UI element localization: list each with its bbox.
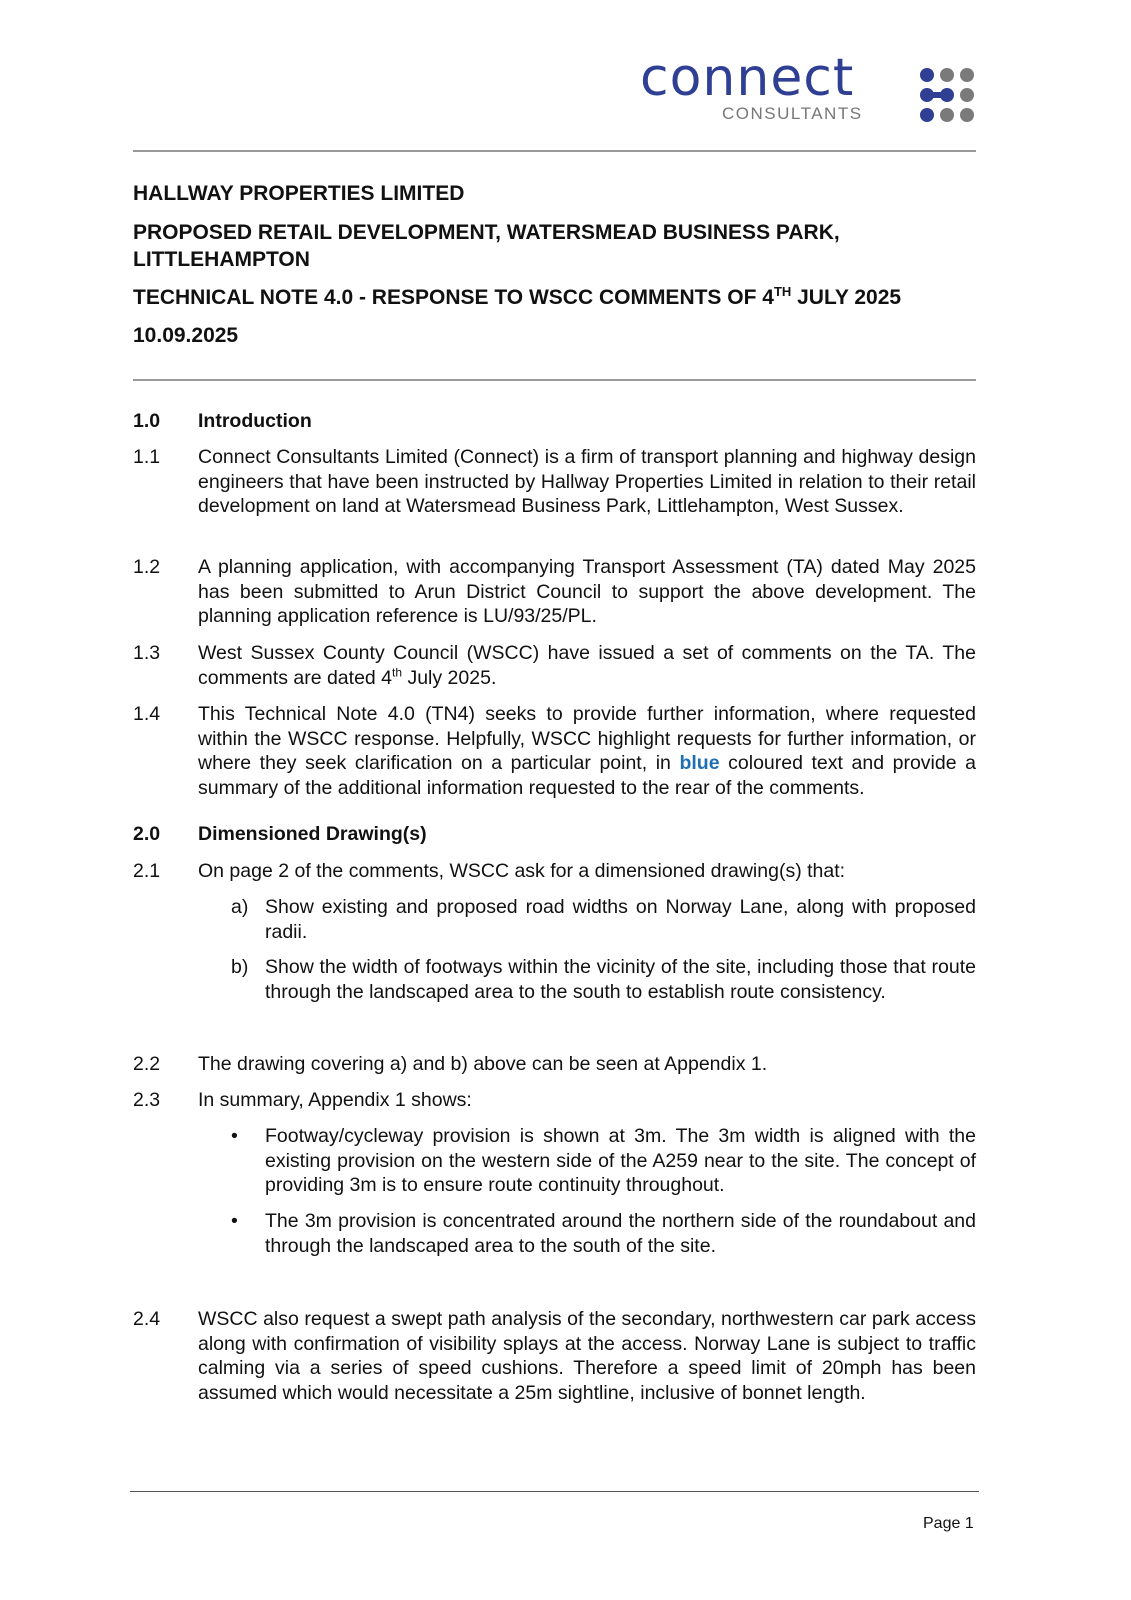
logo-subtitle: CONSULTANTS bbox=[722, 104, 863, 123]
paragraph-2-2: 2.2 The drawing covering a) and b) above can be seen at Appendix 1. bbox=[133, 1053, 768, 1075]
connect-consultants-logo bbox=[640, 48, 980, 130]
client-name: HALLWAY PROPERTIES LIMITED bbox=[133, 182, 465, 205]
list-item-a: a) Show existing and proposed road widths on Norway Lane, along with proposed radii. bbox=[231, 896, 976, 943]
paragraph-2-1: 2.1 On page 2 of the comments, WSCC ask for a dimensioned drawing(s) that: bbox=[133, 860, 846, 882]
bullet-item: • Footway/cycleway provision is shown at 3m. The 3m width is aligned with the existing provision on the western side of the A259 near to the site. The concept of providing 3m is to ensure route continuity throughout. bbox=[231, 1125, 976, 1196]
divider bbox=[133, 379, 976, 381]
logo-wordmark: connect bbox=[640, 48, 855, 108]
list-item-b: b) Show the width of footways within the vicinity of the site, including those that route through the landscaped area to the south to establish route consistency. bbox=[231, 956, 976, 1003]
logo-dots-icon bbox=[920, 68, 980, 128]
divider bbox=[133, 150, 976, 152]
note-title: TECHNICAL NOTE 4.0 - RESPONSE TO WSCC COMMENTS OF 4TH JULY 2025 bbox=[133, 284, 902, 309]
paragraph-1-1: 1.1 Connect Consultants Limited (Connect) is a firm of transport planning and highway design engineers that have been instructed by Hallway Properties Limited in relation to their retail development on land at Watersmead Business Park, Littlehampton, West Sussex. bbox=[133, 446, 976, 517]
paragraph-1-3: 1.3 West Sussex County Council (WSCC) have issued a set of comments on the TA. The comments are dated 4th July 2025. bbox=[133, 642, 976, 689]
paragraph-1-4: 1.4 This Technical Note 4.0 (TN4) seeks to provide further information, where requested within the WSCC response. Helpfully, WSCC highlight requests for further information, or where they seek clarification on a particular point, in blue coloured text and provide a summary of the additional information requested to the rear of the comments. bbox=[133, 703, 976, 799]
footer-divider bbox=[130, 1491, 979, 1492]
page-number: Page 1 bbox=[923, 1515, 974, 1532]
section-heading-2: 2.0 Dimensioned Drawing(s) bbox=[133, 823, 427, 845]
note-date: 10.09.2025 bbox=[133, 324, 239, 347]
paragraph-2-4: 2.4 WSCC also request a swept path analysis of the secondary, northwestern car park access along with confirmation of visibility splays at the access. Norway Lane is subject to traffic calming via a series of speed cushions. Therefore a speed limit of 20mph has been assumed which would necessitate a 25m sightline, inclusive of bonnet length. bbox=[133, 1308, 976, 1404]
paragraph-1-2: 1.2 A planning application, with accompanying Transport Assessment (TA) dated May 2025 has been submitted to Arun District Council to support the above development. The planning application reference is LU/93/25/PL. bbox=[133, 556, 976, 627]
paragraph-2-3: 2.3 In summary, Appendix 1 shows: bbox=[133, 1089, 472, 1111]
bullet-item: • The 3m provision is concentrated around the northern side of the roundabout and through the landscaped area to the south of the site. bbox=[231, 1210, 976, 1257]
section-heading-1: 1.0 Introduction bbox=[133, 410, 312, 432]
project-title: PROPOSED RETAIL DEVELOPMENT, WATERSMEAD BUSINESS PARK, LITTLEHAMPTON bbox=[133, 221, 840, 271]
